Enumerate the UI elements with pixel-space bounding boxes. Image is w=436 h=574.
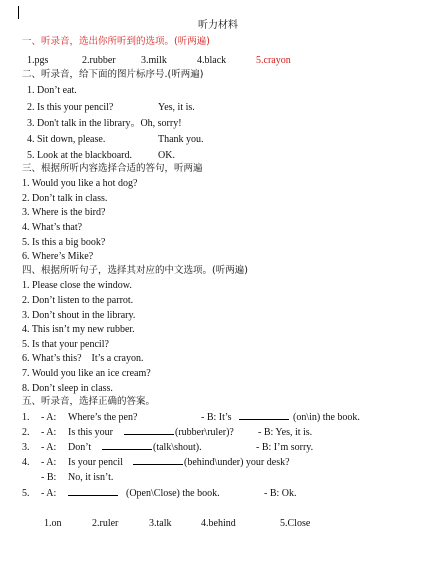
s5-q1-blank bbox=[239, 410, 289, 424]
s5-q5-blank bbox=[68, 486, 118, 500]
s5-q4-blank bbox=[133, 455, 183, 469]
s2-line-2-answer: Yes, it is. bbox=[158, 102, 195, 113]
answer-1: 1.on bbox=[44, 518, 62, 529]
s5-q2-speaker-a: - A: bbox=[41, 427, 57, 438]
s3-line-2: 2. Don’t talk in class. bbox=[22, 193, 108, 204]
section2-heading: 二、听录音，给下面的图片标序号.(听两遍) bbox=[22, 69, 204, 80]
s4-line-7: 7. Would you like an ice cream? bbox=[22, 368, 151, 379]
s1-item-5: 5.crayon bbox=[256, 55, 291, 66]
s5-q5-num: 5. bbox=[22, 488, 30, 499]
s5-q1-speaker-b: - B: It’s bbox=[201, 412, 232, 423]
s5-q1-speaker-a: - A: bbox=[41, 412, 57, 423]
text-cursor bbox=[18, 6, 19, 19]
s3-line-3: 3. Where is the bird? bbox=[22, 207, 106, 218]
s2-line-5-answer: OK. bbox=[158, 150, 175, 161]
s5-q1-question: Where’s the pen? bbox=[68, 412, 138, 423]
answer-3: 3.talk bbox=[149, 518, 172, 529]
s3-line-6: 6. Where’s Mike? bbox=[22, 251, 94, 262]
s5-q1-options: (on\in) the book. bbox=[293, 412, 360, 423]
s2-line-4-answer: Thank you. bbox=[158, 134, 204, 145]
s5-q2-num: 2. bbox=[22, 427, 30, 438]
s5-q5-speaker-a: - A: bbox=[41, 488, 57, 499]
s5-q3-speaker-b: - B: I’m sorry. bbox=[256, 442, 314, 453]
s1-item-4: 4.black bbox=[197, 55, 227, 66]
s5-q3-options: (talk\shout). bbox=[153, 442, 202, 453]
s2-line-5: 5. Look at the blackboard. bbox=[27, 150, 132, 161]
s5-q2-question: Is this your bbox=[68, 427, 113, 438]
s5-q4-options: (behind\under) your desk? bbox=[184, 457, 290, 468]
s5-q4-question: Is your pencil bbox=[68, 457, 123, 468]
s2-line-1: 1. Don’t eat. bbox=[27, 85, 77, 96]
s1-item-3: 3.milk bbox=[141, 55, 167, 66]
s2-line-2: 2. Is this your pencil? bbox=[27, 102, 114, 113]
s2-line-4: 4. Sit down, please. bbox=[27, 134, 106, 145]
s5-q3-blank bbox=[102, 440, 152, 454]
s5-q2-speaker-b: - B: Yes, it is. bbox=[258, 427, 313, 438]
s4-line-8: 8. Don’t sleep in class. bbox=[22, 383, 113, 394]
s4-line-5: 5. Is that your pencil? bbox=[22, 339, 109, 350]
s5-q4-speaker-a: - A: bbox=[41, 457, 57, 468]
section5-heading: 五、听录音，选择正确的答案。 bbox=[22, 396, 156, 407]
s2-line-3: 3. Don't talk in the library。Oh, sorry! bbox=[27, 118, 182, 129]
s5-q5-speaker-b: - B: Ok. bbox=[264, 488, 297, 499]
s4-line-4: 4. This isn’t my new rubber. bbox=[22, 324, 135, 335]
answer-5: 5.Close bbox=[280, 518, 311, 529]
s3-line-1: 1. Would you like a hot dog? bbox=[22, 178, 138, 189]
s5-q4-speaker-b: - B: bbox=[41, 472, 57, 483]
s5-q1-num: 1. bbox=[22, 412, 30, 423]
s5-q5-options: (Open\Close) the book. bbox=[126, 488, 220, 499]
s5-q3-num: 3. bbox=[22, 442, 30, 453]
section1-heading: 一、听录音，选出你所听到的选项。(听两遍) bbox=[22, 36, 210, 47]
s5-q3-speaker-a: - A: bbox=[41, 442, 57, 453]
section4-heading: 四、根据所听句子，选择其对应的中文选项。(听两遍) bbox=[22, 265, 248, 276]
s4-line-1: 1. Please close the window. bbox=[22, 280, 132, 291]
section3-heading: 三、根据所听内容选择合适的答句，听两遍 bbox=[22, 163, 203, 174]
s5-q2-options: (rubber\ruler)? bbox=[175, 427, 234, 438]
s1-item-1: 1.pgs bbox=[27, 55, 49, 66]
s4-line-3: 3. Don’t shout in the library. bbox=[22, 310, 136, 321]
s5-q2-blank bbox=[124, 425, 174, 439]
s5-q4-num: 4. bbox=[22, 457, 30, 468]
s4-line-6: 6. What’s this? It’s a crayon. bbox=[22, 353, 144, 364]
s5-q3-question: Don’t bbox=[68, 442, 92, 453]
s1-item-2: 2.rubber bbox=[82, 55, 116, 66]
answer-2: 2.ruler bbox=[92, 518, 119, 529]
s3-line-4: 4. What’s that? bbox=[22, 222, 83, 233]
s4-line-2: 2. Don’t listen to the parrot. bbox=[22, 295, 134, 306]
s3-line-5: 5. Is this a big book? bbox=[22, 237, 106, 248]
s5-q4-reply: No, it isn’t. bbox=[68, 472, 114, 483]
page-title: 听力材料 bbox=[198, 20, 238, 31]
answer-4: 4.behind bbox=[201, 518, 236, 529]
